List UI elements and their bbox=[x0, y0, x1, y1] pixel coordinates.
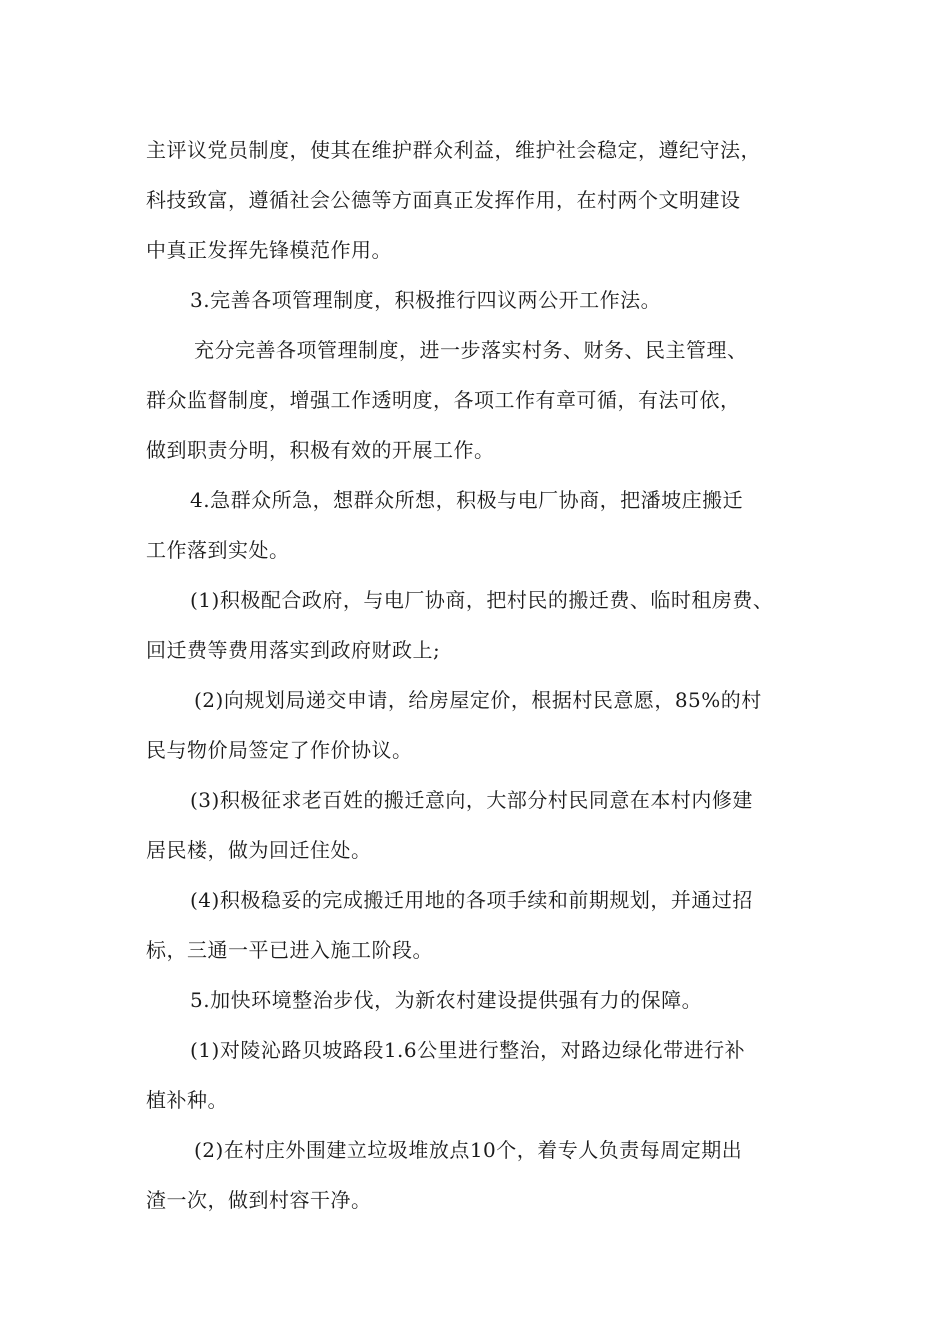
text-line: 民与物价局签定了作价协议。 bbox=[146, 738, 413, 762]
text-line: 4.急群众所急，想群众所想，积极与电厂协商，把潘坡庄搬迁 bbox=[190, 488, 744, 512]
text-line: (2)在村庄外围建立垃圾堆放点10个，着专人负责每周定期出 bbox=[194, 1138, 743, 1162]
text-line: 充分完善各项管理制度，进一步落实村务、财务、民主管理、 bbox=[194, 338, 748, 362]
text-line: 5.加快环境整治步伐，为新农村建设提供强有力的保障。 bbox=[190, 988, 703, 1012]
text-line: 工作落到实处。 bbox=[146, 538, 290, 562]
text-line: 标，三通一平已进入施工阶段。 bbox=[146, 938, 433, 962]
text-line: (1)积极配合政府，与电厂协商，把村民的搬迁费、临时租房费、 bbox=[190, 588, 774, 612]
text-line: (4)积极稳妥的完成搬迁用地的各项手续和前期规划，并通过招 bbox=[190, 888, 753, 912]
text-line: 植补种。 bbox=[146, 1088, 228, 1112]
text-line: 居民楼，做为回迁住处。 bbox=[146, 838, 372, 862]
text-line: 群众监督制度，增强工作透明度，各项工作有章可循，有法可依， bbox=[146, 388, 741, 412]
text-line: 中真正发挥先锋模范作用。 bbox=[146, 238, 392, 262]
text-line: 做到职责分明，积极有效的开展工作。 bbox=[146, 438, 495, 462]
text-line: 科技致富，遵循社会公德等方面真正发挥作用，在村两个文明建设 bbox=[146, 188, 741, 212]
text-line: 主评议党员制度，使其在维护群众利益，维护社会稳定，遵纪守法， bbox=[146, 138, 761, 162]
text-line: 渣一次，做到村容干净。 bbox=[146, 1188, 372, 1212]
text-line: (2)向规划局递交申请，给房屋定价，根据村民意愿，85%的村 bbox=[194, 688, 762, 712]
text-line: 3.完善各项管理制度，积极推行四议两公开工作法。 bbox=[190, 288, 662, 312]
text-line: 回迁费等费用落实到政府财政上; bbox=[146, 638, 441, 662]
text-line: (1)对陵沁路贝坡路段1.6公里进行整治，对路边绿化带进行补 bbox=[190, 1038, 746, 1062]
text-line: (3)积极征求老百姓的搬迁意向，大部分村民同意在本村内修建 bbox=[190, 788, 753, 812]
